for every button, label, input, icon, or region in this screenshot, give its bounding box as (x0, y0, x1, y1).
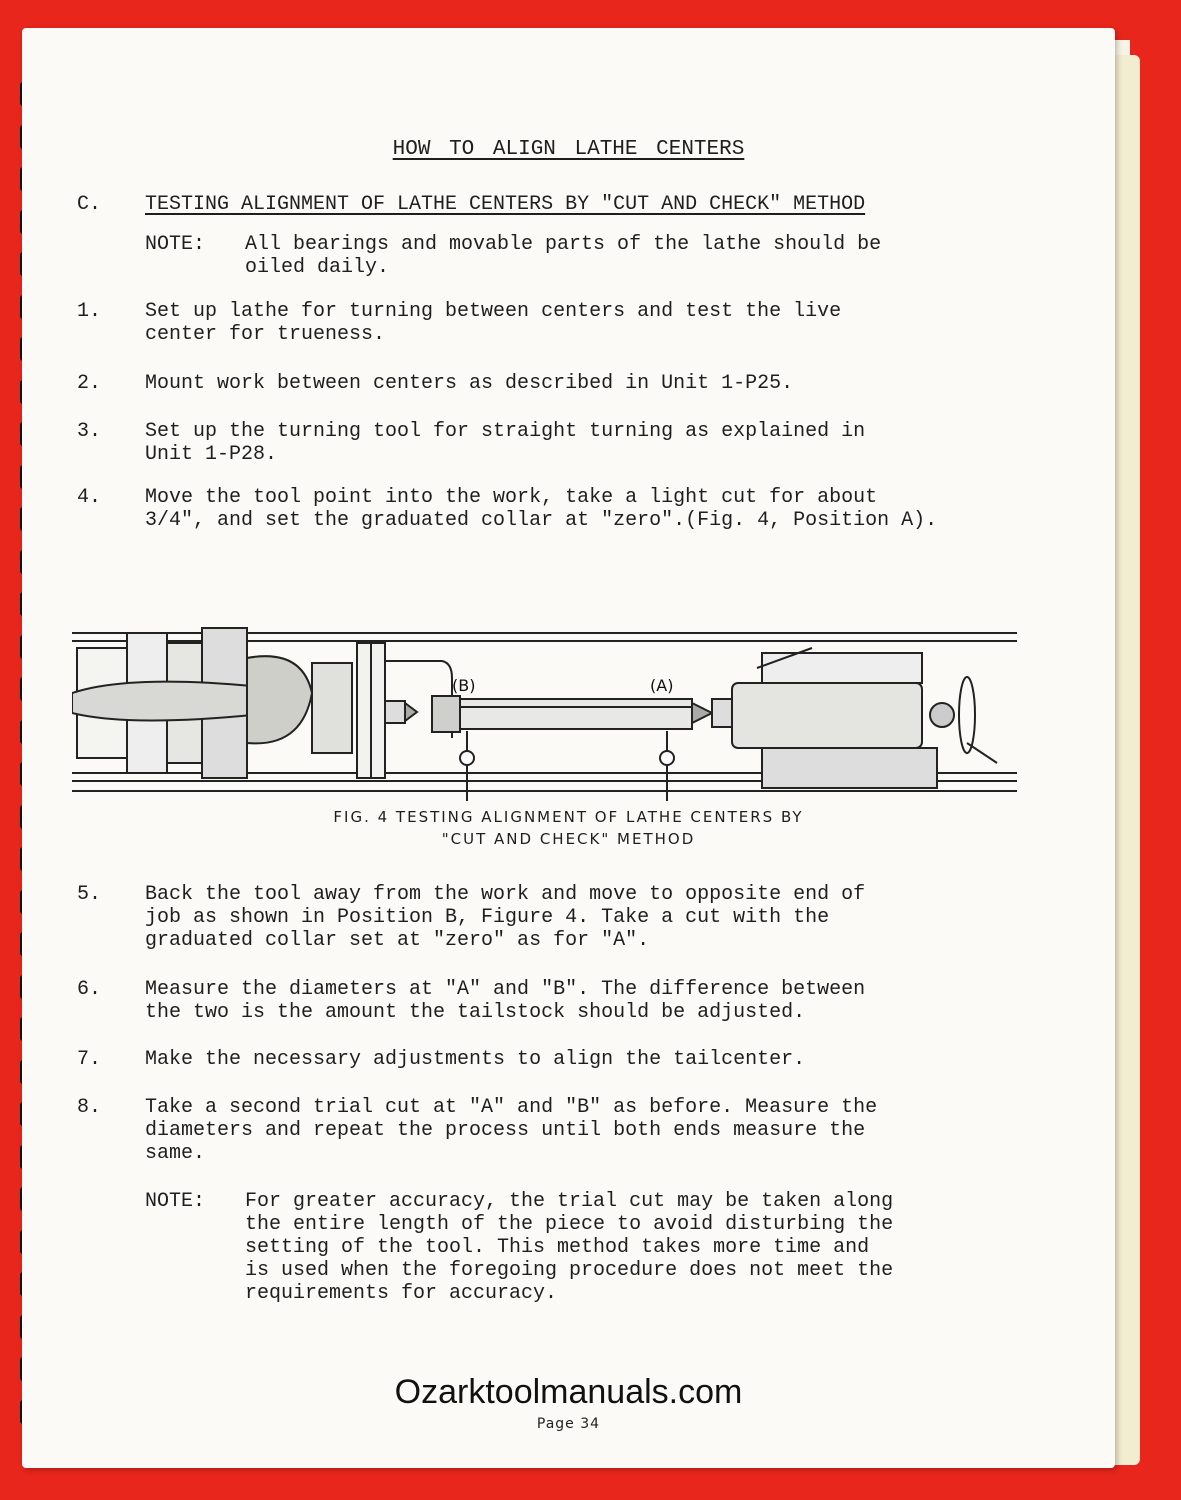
step-text: Measure the diameters at "A" and "B". The difference between the two is the amount the tailstock should be adjusted. (145, 978, 866, 1024)
lathe-illustration (72, 603, 1017, 803)
step-text: Back the tool away from the work and move to opposite end of job as shown in Position B, Figure 4. Take a cut with the graduated collar set at "zero" as for "A". (145, 883, 866, 952)
watermark-text: Ozarktoolmanuals.com (394, 1373, 743, 1411)
step-number: 8. (77, 1096, 102, 1119)
note-1-label: NOTE: (145, 233, 206, 256)
manual-page (22, 28, 1115, 1468)
step-number: 1. (77, 300, 102, 323)
step-text: Move the tool point into the work, take a light cut for about 3/4", and set the graduated collar at "zero".(Fig. 4, Position A). (145, 486, 938, 532)
lathe-figure (72, 603, 1017, 803)
step-text: Set up lathe for turning between centers and test the live center for trueness. (145, 300, 842, 346)
note-2-label: NOTE: (145, 1190, 206, 1213)
step-text: Mount work between centers as described in Unit 1-P25. (145, 372, 794, 395)
step-number: 5. (77, 883, 102, 906)
section-letter: C. (77, 193, 102, 216)
page-number: Page 34 (536, 1416, 601, 1432)
step-number: 3. (77, 420, 102, 443)
figure-caption-line-2: "CUT AND CHECK" METHOD (441, 830, 696, 848)
figure-label-a: (A) (650, 676, 674, 695)
step-number: 7. (77, 1048, 102, 1071)
page-title: HOW TO ALIGN LATHE CENTERS (392, 138, 745, 161)
step-number: 2. (77, 372, 102, 395)
section-heading: TESTING ALIGNMENT OF LATHE CENTERS BY "CUT AND CHECK" METHOD (145, 193, 866, 216)
note-2-text: For greater accuracy, the trial cut may be taken along the entire length of the piece to avoid disturbing the setting of the tool. This method takes more time and is used when the foregoing procedure does not meet the requirements for accuracy. (245, 1190, 894, 1305)
note-1-text: All bearings and movable parts of the lathe should be oiled daily. (245, 233, 882, 279)
step-number: 6. (77, 978, 102, 1001)
step-number: 4. (77, 486, 102, 509)
figure-label-b: (B) (452, 676, 476, 695)
step-text: Take a second trial cut at "A" and "B" as before. Measure the diameters and repeat the process until both ends measure the same. (145, 1096, 878, 1165)
step-text: Make the necessary adjustments to align the tailcenter. (145, 1048, 806, 1071)
step-text: Set up the turning tool for straight turning as explained in Unit 1-P28. (145, 420, 866, 466)
figure-caption-line-1: FIG. 4 TESTING ALIGNMENT OF LATHE CENTERS BY (333, 808, 804, 826)
